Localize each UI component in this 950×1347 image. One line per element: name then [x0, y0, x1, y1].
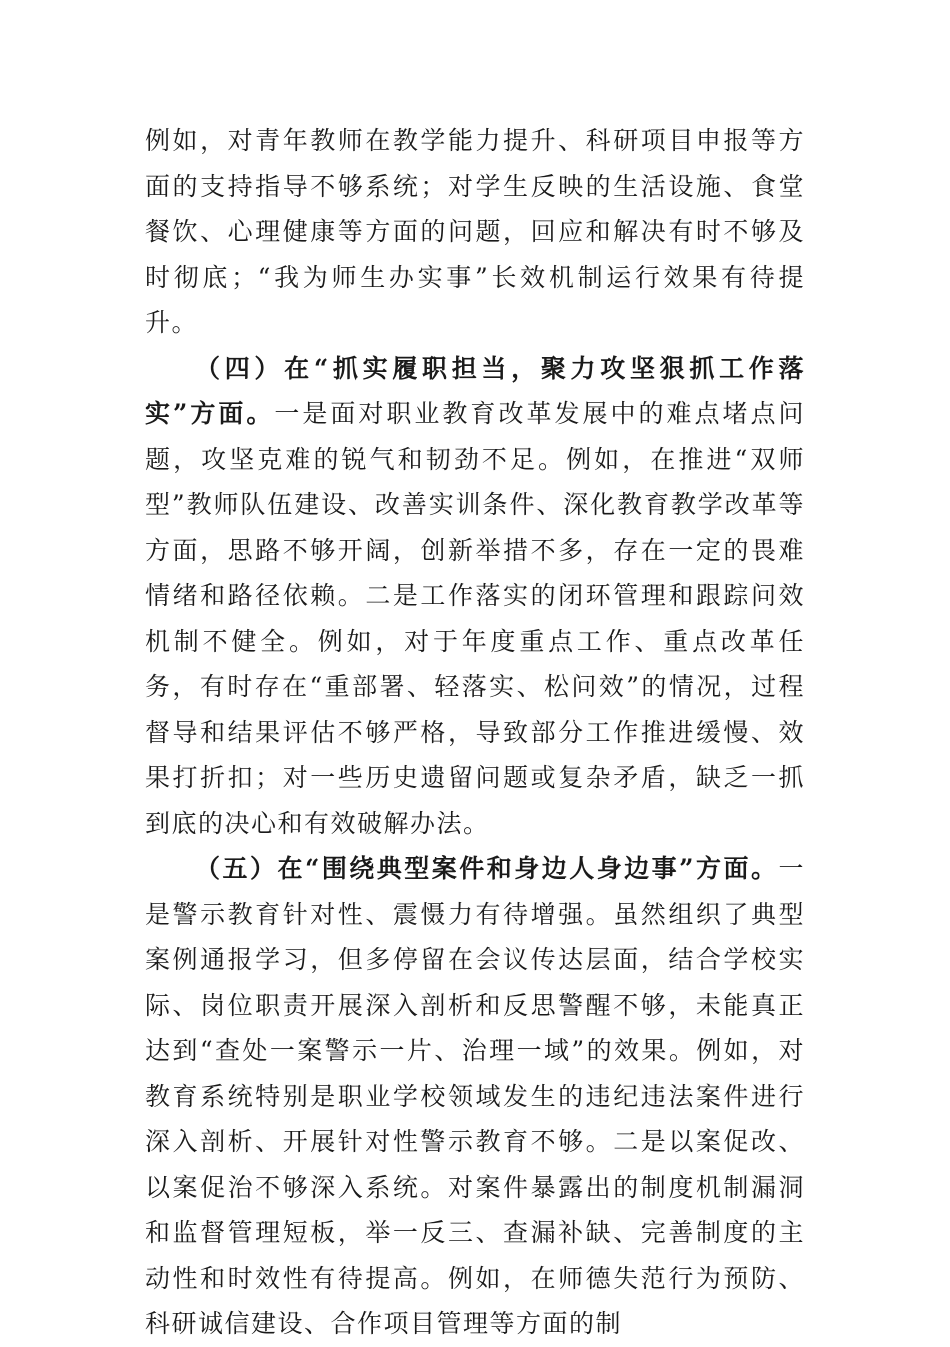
paragraph-section-four — [145, 346, 805, 847]
paragraph-continuation — [145, 118, 805, 346]
section-five-heading: （五）在“围绕典型案件和身边人身边事”方面。 — [195, 854, 779, 883]
section-four-body: 一是面对职业教育改革发展中的难点堵点问题，攻坚克难的锐气和韧劲不足。例如，在推进“双师型”教师队伍建设、改善实训条件、深化教育教学改革等方面，思路不够开阔，创新举措不多，存在一定的畏难情绪和路径依赖。二是工作落实的闭环管理和跟踪问效机制不健全。例如，对于年度重点工作、重点改革任务，有时存在“重部署、轻落实、松问效”的情况，过程督导和结果评估不够严格，导致部分工作推进缓慢、效果打折扣；对一些历史遗留问题或复杂矛盾，缺乏一抓到底的决心和有效破解办法。 — [145, 399, 805, 838]
section-four-heading: （四）在“抓实履职担当，聚力攻坚狠抓工作落实”方面。 — [145, 353, 805, 428]
paragraph-1-body: 例如，对青年教师在教学能力提升、科研项目申报等方面的支持指导不够系统；对学生反映的生活设施、食堂餐饮、心理健康等方面的问题，回应和解决有时不够及时彻底；“我为师生办实事”长效机制运行效果有待提升。 — [145, 126, 805, 337]
section-five-body: 一是警示教育针对性、震慑力有待增强。虽然组织了典型案例通报学习，但多停留在会议传达层面，结合学校实际、岗位职责开展深入剖析和反思警醒不够，未能真正达到“查处一案警示一片、治理一域”的效果。例如，对教育系统特别是职业学校领域发生的违纪违法案件进行深入剖析、开展针对性警示教育不够。二是以案促改、以案促治不够深入系统。对案件暴露出的制度机制漏洞和监督管理短板，举一反三、查漏补缺、完善制度的主动性和时效性有待提高。例如，在师德失范行为预防、科研诚信建设、合作项目管理等方面的制 — [145, 854, 805, 1338]
paragraph-section-five — [145, 846, 805, 1347]
document-page — [145, 118, 805, 1347]
